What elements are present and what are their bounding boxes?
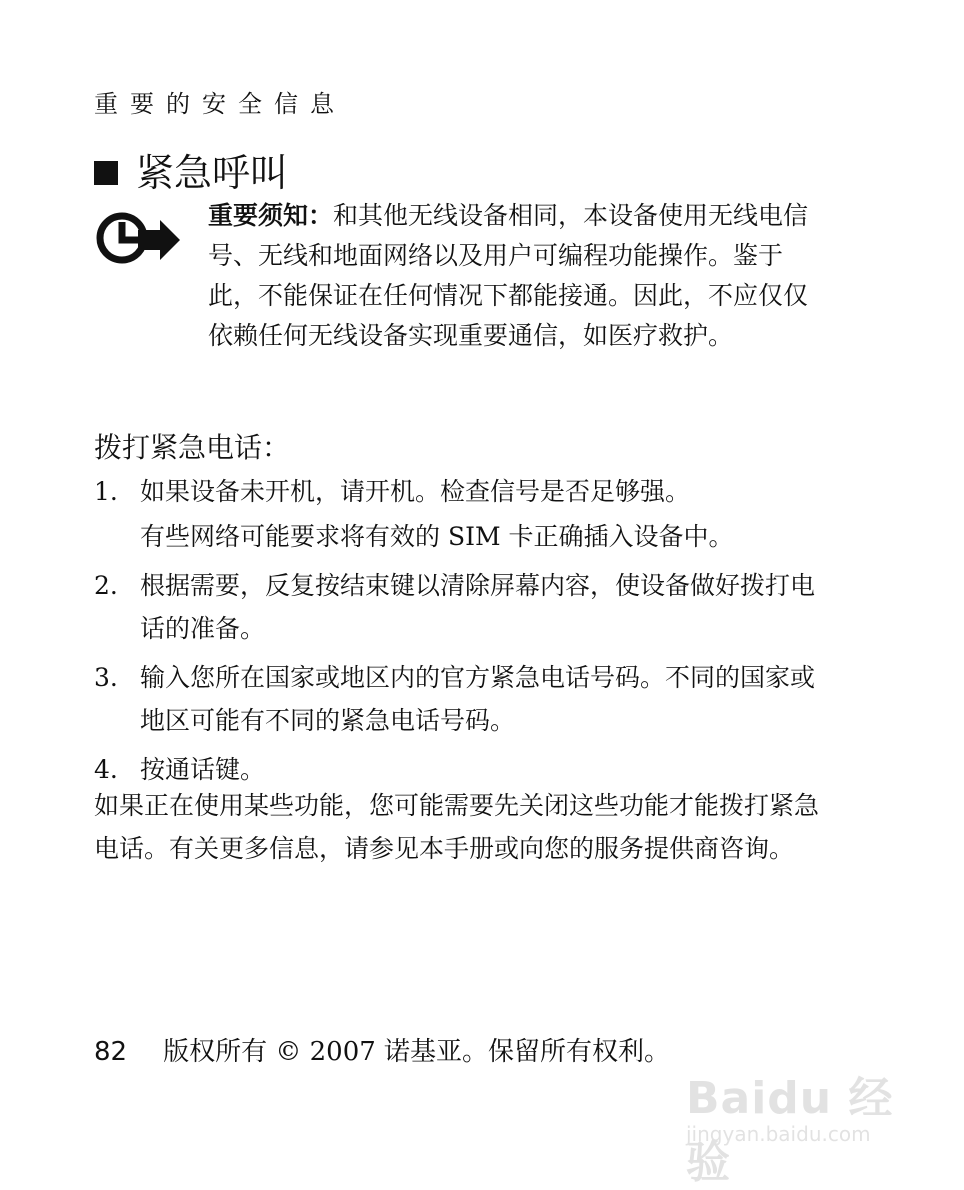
step-text: 根据需要，反复按结束键以清除屏幕内容，使设备做好拨打电话的准备。	[140, 571, 816, 643]
step-text: 输入您所在国家或地区内的官方紧急电话号码。不同的国家或地区可能有不同的紧急电话号码。	[140, 663, 816, 735]
closing-paragraph: 如果正在使用某些功能，您可能需要先关闭这些功能才能拨打紧急电话。有关更多信息，请参见本手册或向您的服务提供商咨询。	[94, 791, 820, 863]
step-number: 3.	[94, 663, 118, 692]
important-notice	[208, 196, 828, 356]
step-number: 2.	[94, 571, 118, 600]
notice-text: 和其他无线设备相同，本设备使用无线电信号、无线和地面网络以及用户可编程功能操作。鉴于此，不能保证在任何情况下都能接通。因此，不应仅仅依赖任何无线设备实现重要通信，如医疗救护。	[208, 201, 809, 350]
section-title	[94, 150, 288, 196]
copyright-text: 版权所有 © 2007 诺基亚。保留所有权利。	[163, 1037, 671, 1067]
step-text: 如果设备未开机，请开机。检查信号是否足够强。	[140, 477, 691, 506]
step-item	[94, 656, 834, 742]
step-note: 有些网络可能要求将有效的 SIM 卡正确插入设备中。	[140, 522, 734, 551]
procedure-heading: 拨打紧急电话：	[94, 431, 291, 464]
page-header: 重要的安全信息	[94, 90, 346, 118]
step-item	[94, 564, 834, 650]
section-title-text: 紧急呼叫	[136, 151, 289, 195]
step-item	[94, 470, 834, 558]
page-number: 82	[94, 1037, 128, 1067]
step-text: 按通话键。	[140, 755, 266, 784]
section-bullet-square	[94, 161, 118, 185]
watermark-url: jingyan.baidu.com	[686, 1122, 871, 1146]
watermark-logo: Baidu 经验	[686, 1073, 894, 1188]
procedure-steps	[94, 470, 834, 791]
step-number: 1.	[94, 477, 118, 506]
notice-hand-icon	[94, 208, 182, 268]
notice-label: 重要须知：	[208, 201, 334, 230]
page-footer	[94, 1032, 670, 1072]
baidu-watermark	[686, 1046, 916, 1188]
step-number: 4.	[94, 755, 118, 784]
